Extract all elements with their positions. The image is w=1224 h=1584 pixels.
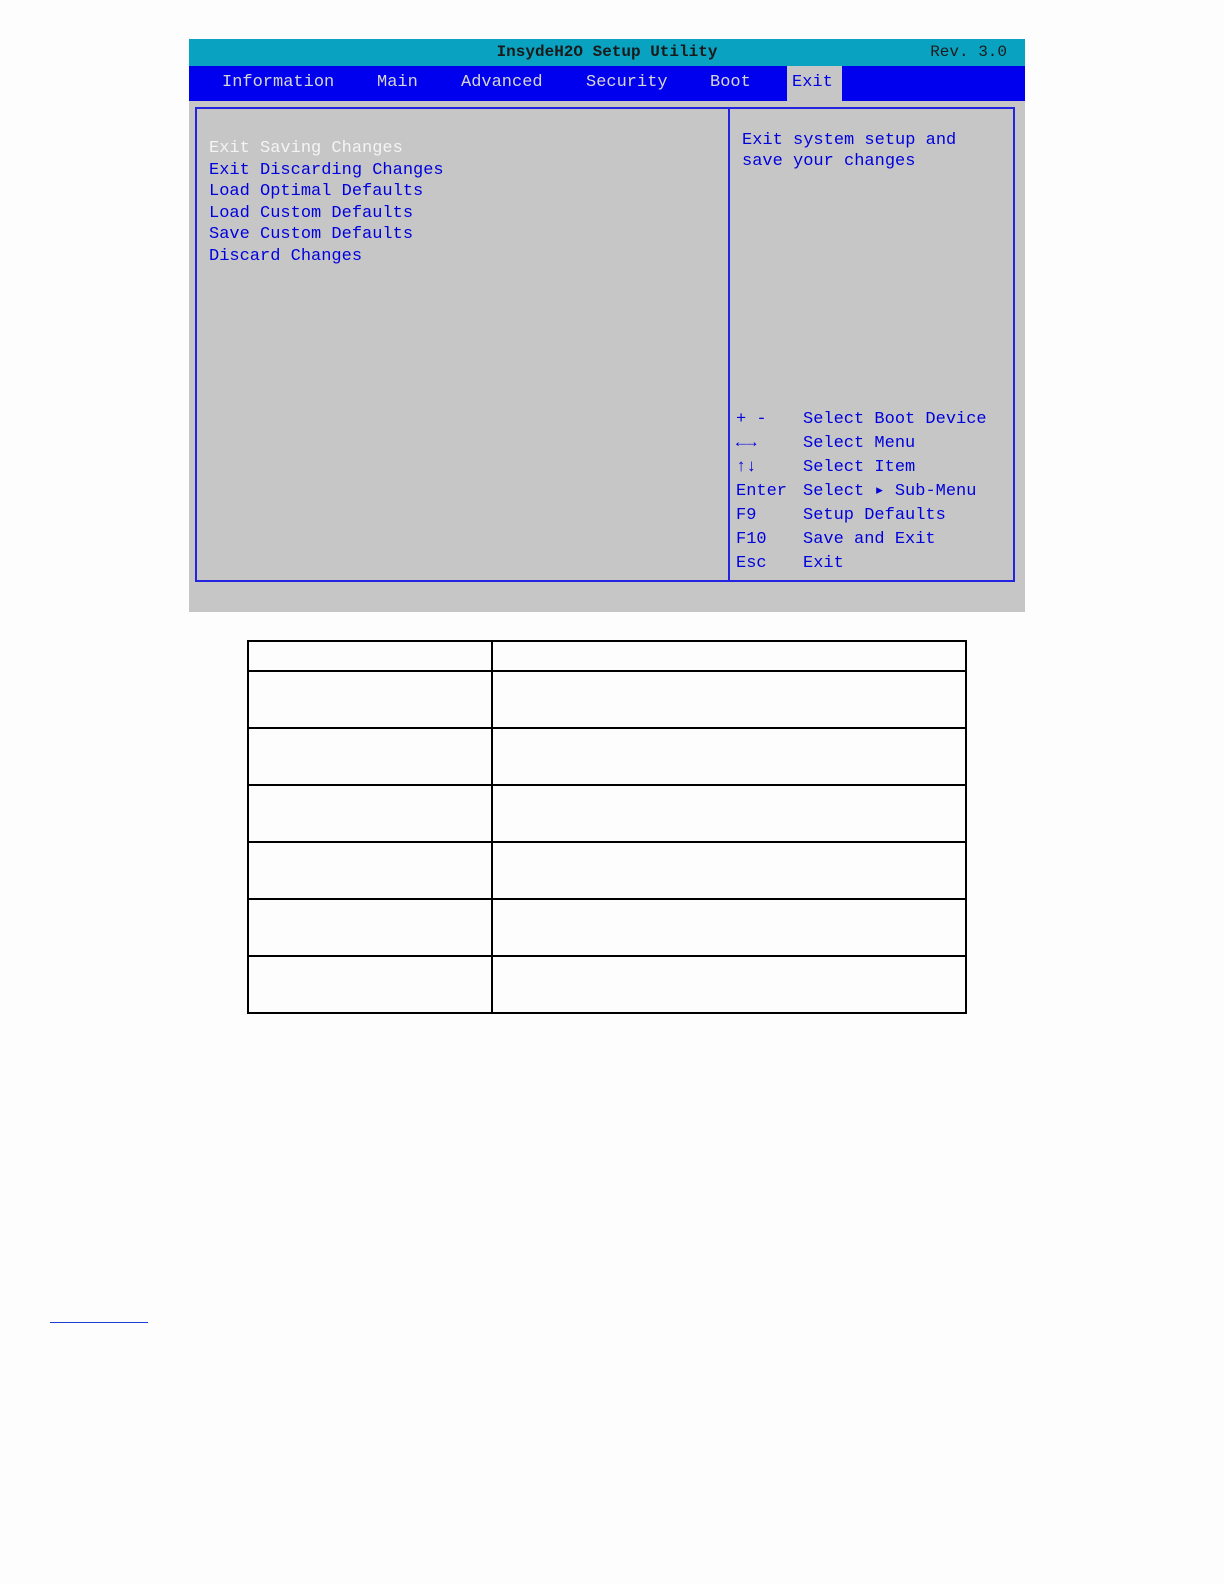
load-custom-defaults-item[interactable]: Load Custom Defaults — [209, 203, 414, 223]
status-bar — [189, 584, 1025, 612]
empty-description-table — [247, 640, 967, 1014]
table-cell — [248, 641, 492, 671]
key-action: Save and Exit — [803, 530, 936, 549]
key-legend-row — [736, 456, 987, 480]
table-cell — [248, 842, 492, 899]
table-cell — [492, 728, 966, 785]
discard-changes-item[interactable]: Discard Changes — [209, 246, 363, 266]
load-optimal-defaults-item[interactable]: Load Optimal Defaults — [209, 182, 424, 201]
key-action: Select Item — [803, 458, 916, 477]
title-bar — [189, 39, 1025, 66]
table-cell — [492, 641, 966, 671]
exit-discarding-changes-item[interactable]: Exit Discarding Changes — [209, 160, 444, 180]
table-row — [248, 728, 966, 785]
table-cell — [248, 671, 492, 728]
table-cell — [248, 956, 492, 1013]
table-cell — [492, 899, 966, 956]
utility-title: InsydeH2O Setup Utility — [496, 43, 718, 61]
table-row — [248, 956, 966, 1013]
tab-security[interactable]: Security — [586, 73, 668, 92]
revision-label: Rev. 3.0 — [930, 43, 1007, 61]
key-action: Setup Defaults — [803, 506, 946, 525]
key-action: Select ▸ Sub-Menu — [803, 482, 977, 501]
table-row — [248, 842, 966, 899]
table-cell — [248, 899, 492, 956]
key-name: Esc — [736, 554, 767, 573]
table-cell — [492, 785, 966, 842]
exit-saving-changes-item[interactable]: Exit Saving Changes — [209, 139, 403, 158]
table-cell — [492, 842, 966, 899]
key-name: ↑↓ — [736, 458, 757, 477]
table-header-row — [248, 641, 966, 671]
key-action: Select Menu — [803, 434, 916, 453]
tab-main[interactable]: Main — [377, 73, 418, 92]
key-legend-row — [736, 552, 987, 576]
content-frame — [195, 107, 1015, 582]
key-legend-row — [736, 432, 987, 456]
key-legend-row — [736, 480, 987, 504]
key-legend-row — [736, 528, 987, 552]
key-action: Exit — [803, 554, 844, 573]
table-cell — [492, 671, 966, 728]
tab-advanced[interactable]: Advanced — [461, 73, 543, 92]
tab-boot[interactable]: Boot — [710, 73, 751, 92]
footnote-separator-line — [50, 1322, 148, 1323]
bios-setup-screen — [189, 39, 1025, 612]
save-custom-defaults-item[interactable]: Save Custom Defaults — [209, 225, 414, 244]
table-cell — [248, 728, 492, 785]
key-name: ←→ — [736, 434, 757, 453]
key-name: F9 — [736, 506, 757, 525]
key-legend-row — [736, 504, 987, 528]
menu-bar — [189, 66, 1025, 101]
exit-options-list — [209, 138, 444, 267]
table-row — [248, 785, 966, 842]
key-action: Select Boot Device — [803, 410, 987, 429]
tab-exit[interactable]: Exit — [787, 66, 842, 101]
key-name: Enter — [736, 482, 788, 501]
table-cell — [492, 956, 966, 1013]
help-text: Exit system setup and save your changes — [742, 131, 957, 171]
table-row — [248, 671, 966, 728]
panel-divider — [728, 109, 730, 580]
key-legend — [736, 408, 987, 576]
key-name: F10 — [736, 530, 767, 549]
table-row — [248, 899, 966, 956]
key-legend-row — [736, 408, 987, 432]
key-name: + - — [736, 410, 767, 429]
tab-information[interactable]: Information — [222, 73, 335, 92]
table-cell — [248, 785, 492, 842]
